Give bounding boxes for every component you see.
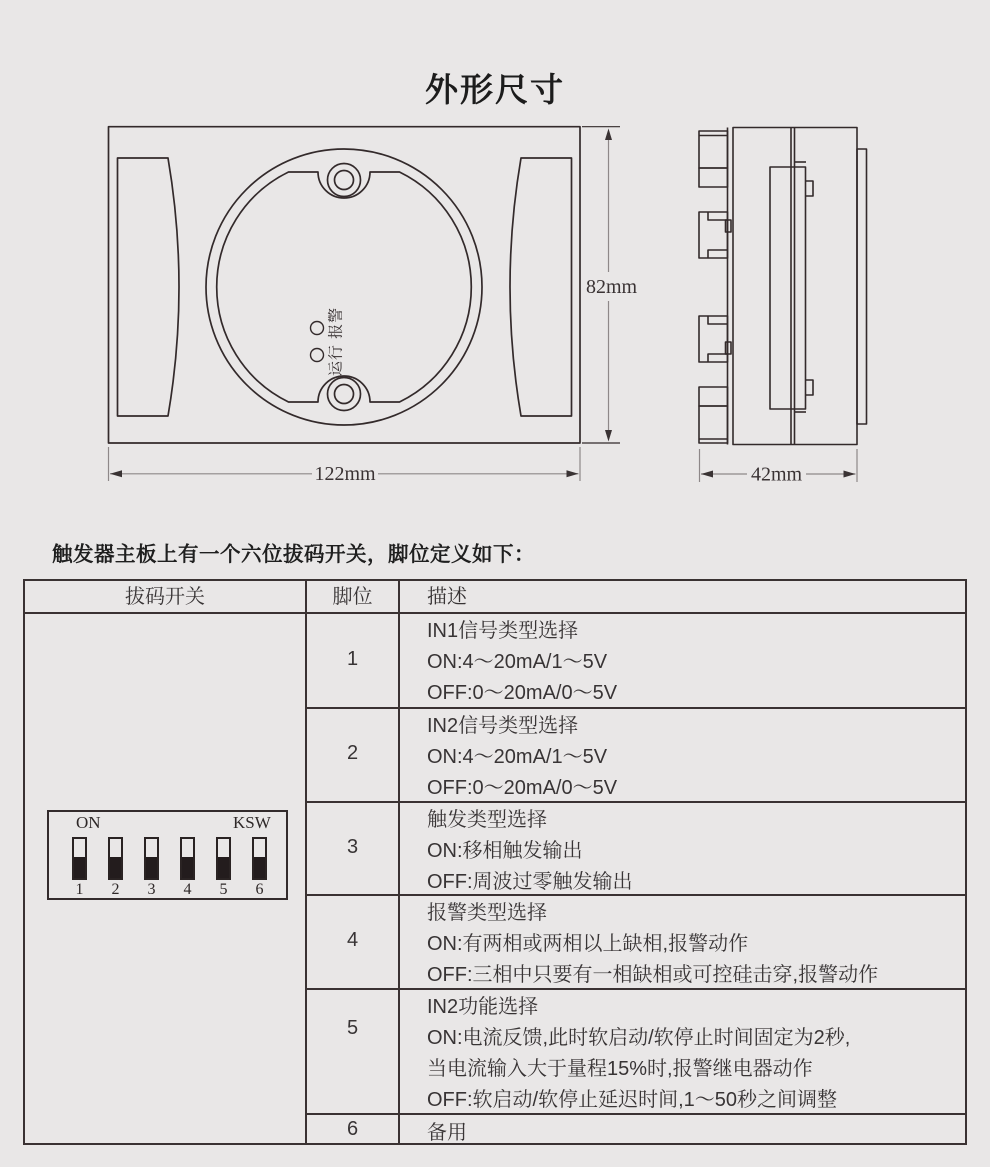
arrow-left-icon <box>701 471 713 478</box>
description-line: IN1信号类型选择 <box>427 620 579 642</box>
header-divider <box>25 612 965 614</box>
dip-switch-4 <box>180 837 195 880</box>
dimension-42mm <box>700 449 858 486</box>
description-line: ON:移相触发输出 <box>427 840 583 862</box>
description-line: ON:4～20mA/1～5V <box>427 651 608 673</box>
dip-position-label: 2 <box>111 881 120 898</box>
pin-number: 6 <box>346 1118 359 1140</box>
pin-number: 4 <box>346 929 359 951</box>
description-line: OFF:周波过零触发输出 <box>427 871 633 893</box>
dip-model-label: KSW <box>233 813 271 832</box>
pin-number: 2 <box>346 742 359 764</box>
description-line: IN2功能选择 <box>427 996 539 1018</box>
right-slot <box>510 158 572 416</box>
intro-text: 触发器主板上有一个六位拔码开关，脚位定义如下： <box>52 543 535 566</box>
description-line: OFF:三相中只要有一相缺相或可控硅击穿,报警动作 <box>427 964 879 986</box>
mounting-hole-bottom <box>328 378 361 411</box>
switch-knob <box>146 857 157 878</box>
switch-knob <box>182 857 193 878</box>
description-line: ON:4～20mA/1～5V <box>427 746 608 768</box>
terminal-block-top <box>699 131 728 187</box>
dip-switch-3 <box>144 837 159 880</box>
description-line: 触发类型选择 <box>427 809 547 831</box>
description-line: 当电流输入大于量程15%时,报警继电器动作 <box>427 1058 813 1080</box>
pin-number: 5 <box>346 1017 359 1039</box>
description-line: OFF:0～20mA/0～5V <box>427 682 618 704</box>
side-cover-plate <box>770 167 806 409</box>
terminal-block-3 <box>699 316 731 362</box>
front-view-drawing <box>109 127 581 443</box>
led-labels: 运行 报警 <box>327 306 345 377</box>
dip-position-label: 6 <box>255 881 264 898</box>
dip-position-label: 4 <box>183 881 192 898</box>
description-line: OFF:0～20mA/0～5V <box>427 777 618 799</box>
switch-knob <box>110 857 121 878</box>
left-slot <box>118 158 180 416</box>
dip-on-label: ON <box>76 813 101 832</box>
dip-position-label: 1 <box>75 881 84 898</box>
terminal-block-bottom <box>699 387 728 443</box>
dip-definition-table <box>23 579 967 1145</box>
description-line: OFF:软启动/软停止延迟时间,1～50秒之间调整 <box>427 1089 838 1111</box>
page-title: 外形尺寸 <box>425 71 565 108</box>
front-height-label: 82mm <box>586 276 638 298</box>
side-width-label: 42mm <box>750 463 803 486</box>
dimension-122mm <box>109 447 581 485</box>
description-line: IN2信号类型选择 <box>427 715 579 737</box>
column-divider <box>398 581 400 1143</box>
din-rail-edge <box>857 149 867 424</box>
description-line: 报警类型选择 <box>427 902 547 924</box>
alarm-led <box>311 349 324 362</box>
arrow-up-icon <box>605 129 612 141</box>
front-width-label: 122mm <box>314 463 376 485</box>
switch-knob <box>254 857 265 878</box>
description-line: ON:电流反馈,此时软启动/软停止时间固定为2秒, <box>427 1027 851 1049</box>
dip-switch-2 <box>108 837 123 880</box>
switch-knob <box>74 857 85 878</box>
header-pin: 脚位 <box>332 586 373 608</box>
terminal-block-2 <box>699 212 731 258</box>
dimension-82mm <box>582 127 638 443</box>
dip-switch-5 <box>216 837 231 880</box>
header-dip-switch: 拔码开关 <box>125 586 205 608</box>
dip-switch-1 <box>72 837 87 880</box>
switch-knob <box>218 857 229 878</box>
arrow-down-icon <box>605 430 612 442</box>
dimension-drawings <box>0 0 990 520</box>
dip-switch-6 <box>252 837 267 880</box>
run-led <box>311 322 324 335</box>
side-view-drawing <box>699 128 867 445</box>
description-line: ON:有两相或两相以上缺相,报警动作 <box>427 933 749 955</box>
arrow-right-icon <box>844 471 856 478</box>
header-description: 描述 <box>427 586 467 608</box>
pin-number: 3 <box>346 836 359 858</box>
description-line: 备用 <box>427 1122 467 1144</box>
dip-position-label: 3 <box>147 881 156 898</box>
arrow-right-icon <box>567 470 579 477</box>
dip-switch-graphic <box>47 810 288 900</box>
cover-outer-circle <box>206 149 482 425</box>
dip-position-label: 5 <box>219 881 228 898</box>
arrow-left-icon <box>110 470 122 477</box>
led-indicators <box>311 322 324 362</box>
pin-number: 1 <box>346 648 359 670</box>
mounting-hole-top <box>328 164 361 197</box>
